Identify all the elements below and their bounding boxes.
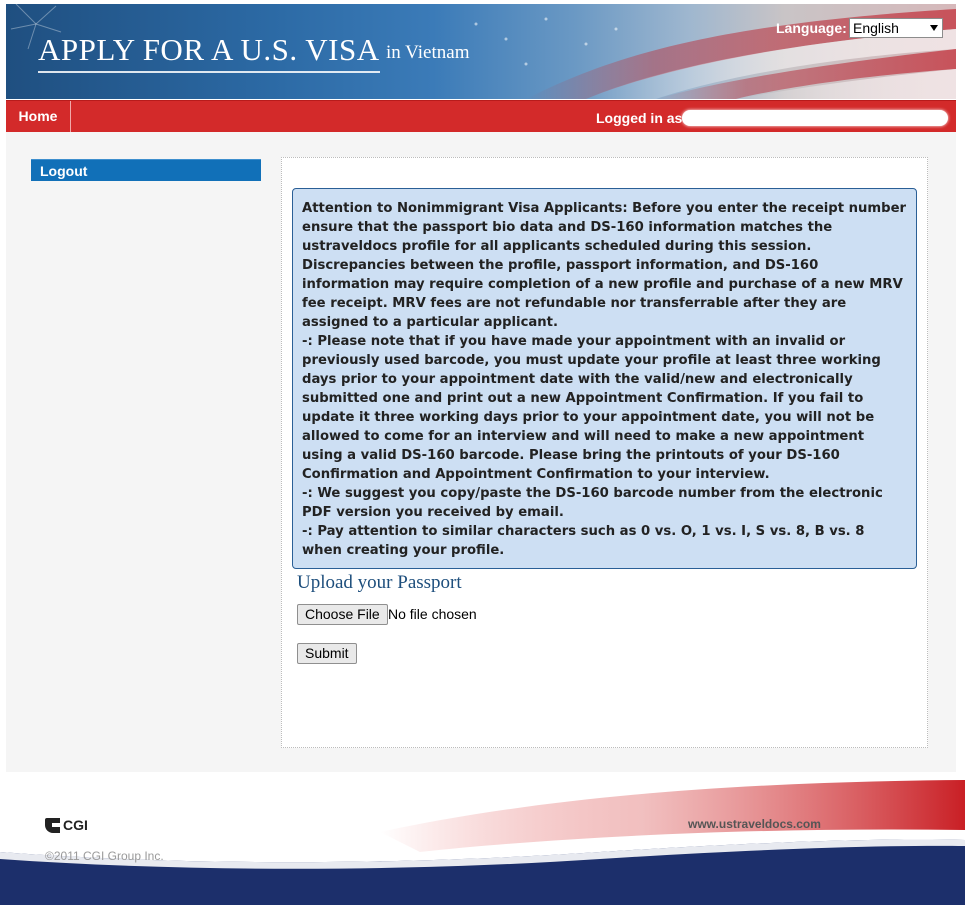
footer-flag-graphic: [0, 772, 965, 905]
sidebar-logout-link[interactable]: Logout: [31, 159, 261, 181]
copyright-text: ©2011 CGI Group Inc.: [45, 849, 164, 863]
footer: [0, 772, 965, 905]
file-status-text: No file chosen: [388, 606, 477, 622]
nav-home-link[interactable]: Home: [6, 101, 71, 132]
language-label: Language:: [776, 20, 847, 36]
footer-site-url: www.ustraveldocs.com: [688, 817, 821, 831]
header-banner: [6, 4, 956, 99]
notice-paragraph: -: We suggest you copy/paste the DS-160 barcode number from the electronic PDF version you received by email.: [302, 486, 883, 520]
notice-paragraph: Attention to Nonimmigrant Visa Applicants: Before you enter the receipt number ensure that the passport bio data and DS-160 information matches the ustraveldocs profile for all applicants scheduled during this session. Discrepancies between the profile, passport information, and DS-160 information may require completion of a new profile and purchase of a new MRV fee receipt. MRV fees are not refundable nor transferrable after they are assigned to a particular applicant.: [302, 201, 907, 330]
redacted-username: [682, 110, 948, 126]
submit-button[interactable]: Submit: [297, 643, 357, 664]
notice-paragraph: -: Please note that if you have made your appointment with an invalid or previously used barcode, you must update your profile at least three working days prior to your appointment date with the valid/new and electronically submitted one and print out a new Appointment Confirmation. If you fail to update it three working days prior to your appointment date, you will not be allowed to come for an interview and will need to make a new appointment using a valid DS-160 barcode. Please bring the printouts of your DS-160 Confirmation and Appointment Confirmation to your interview.: [302, 334, 881, 482]
choose-file-button[interactable]: Choose File: [297, 604, 388, 625]
language-select[interactable]: [849, 18, 943, 38]
logged-in-label: Logged in as: [596, 110, 683, 126]
attention-notice: [292, 188, 917, 569]
chevron-down-icon: [930, 25, 938, 31]
site-country: in Vietnam: [386, 42, 470, 63]
cgi-logo-text: CGI: [63, 817, 88, 833]
upload-heading: Upload your Passport: [297, 572, 462, 593]
top-nav-bar: [6, 100, 956, 132]
language-select-value: English: [853, 20, 899, 36]
cgi-logo: [45, 817, 88, 833]
site-title: APPLY FOR A U.S. VISA: [38, 32, 380, 73]
notice-paragraph: -: Pay attention to similar characters such as 0 vs. O, 1 vs. I, S vs. 8, B vs. 8 when creating your profile.: [302, 524, 865, 558]
cgi-logo-icon: [45, 818, 60, 833]
